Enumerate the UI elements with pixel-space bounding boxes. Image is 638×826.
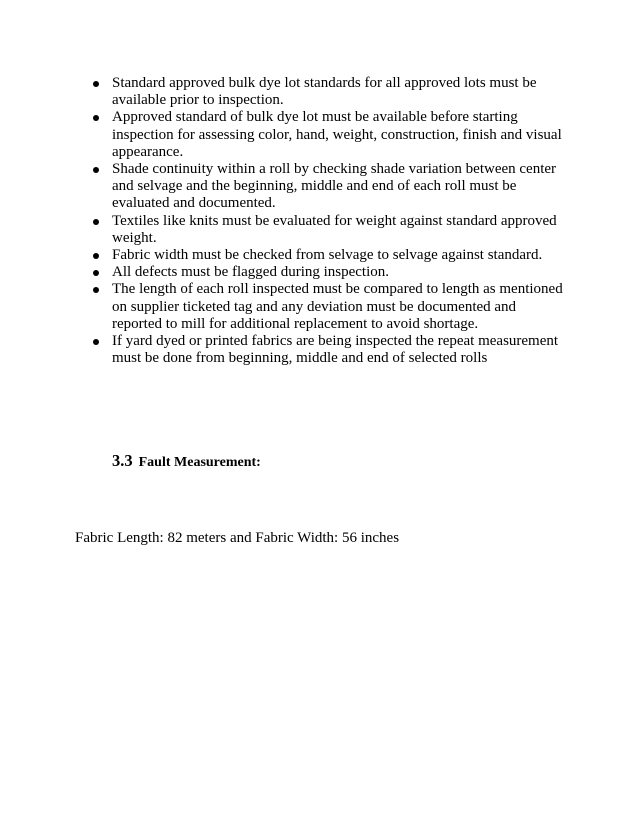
fabric-dimensions-text: Fabric Length: 82 meters and Fabric Width: 56 inches — [75, 530, 400, 546]
list-item — [88, 247, 568, 264]
list-item-text: All defects must be flagged during inspection. — [112, 264, 390, 281]
list-item — [88, 333, 568, 367]
list-item — [88, 213, 568, 247]
bullet-icon — [93, 253, 99, 259]
list-item-text: Textiles like knits must be evaluated for weight against standard approved weight. — [112, 212, 557, 246]
list-item — [88, 75, 568, 109]
bullet-icon — [93, 270, 99, 276]
list-item — [88, 109, 568, 161]
section-title: Fault Measurement: — [138, 455, 261, 470]
list-item-text: Shade continuity within a roll by checking shade variation between center and selvage and the beginning, middle and end of each roll must be evaluated and documented. — [112, 161, 557, 212]
requirements-list — [88, 75, 568, 367]
bullet-icon — [93, 167, 99, 173]
list-item-text: Standard approved bulk dye lot standards for all approved lots must be available prior to inspection. — [112, 75, 537, 109]
list-item-text: Approved standard of bulk dye lot must be available before starting inspection for assessing color, hand, weight, construction, finish and visual appearance. — [112, 109, 562, 160]
section-number: 3.3 — [112, 451, 133, 470]
bullet-icon — [93, 81, 99, 87]
bullet-icon — [93, 115, 99, 121]
bullet-icon — [93, 219, 99, 225]
bullet-icon — [93, 339, 99, 345]
list-item — [88, 264, 568, 281]
section-heading — [112, 451, 261, 471]
list-item — [88, 161, 568, 213]
list-item-text: The length of each roll inspected must be compared to length as mentioned on supplier ticketed tag and any deviation must be documented and reported to mill for additional replacement to avoid shortage. — [112, 281, 563, 332]
bullet-icon — [93, 287, 99, 293]
list-item-text: If yard dyed or printed fabrics are being inspected the repeat measurement must be done from beginning, middle and end of selected rolls — [112, 333, 559, 367]
list-item — [88, 281, 568, 333]
list-item-text: Fabric width must be checked from selvage to selvage against standard. — [112, 247, 543, 264]
